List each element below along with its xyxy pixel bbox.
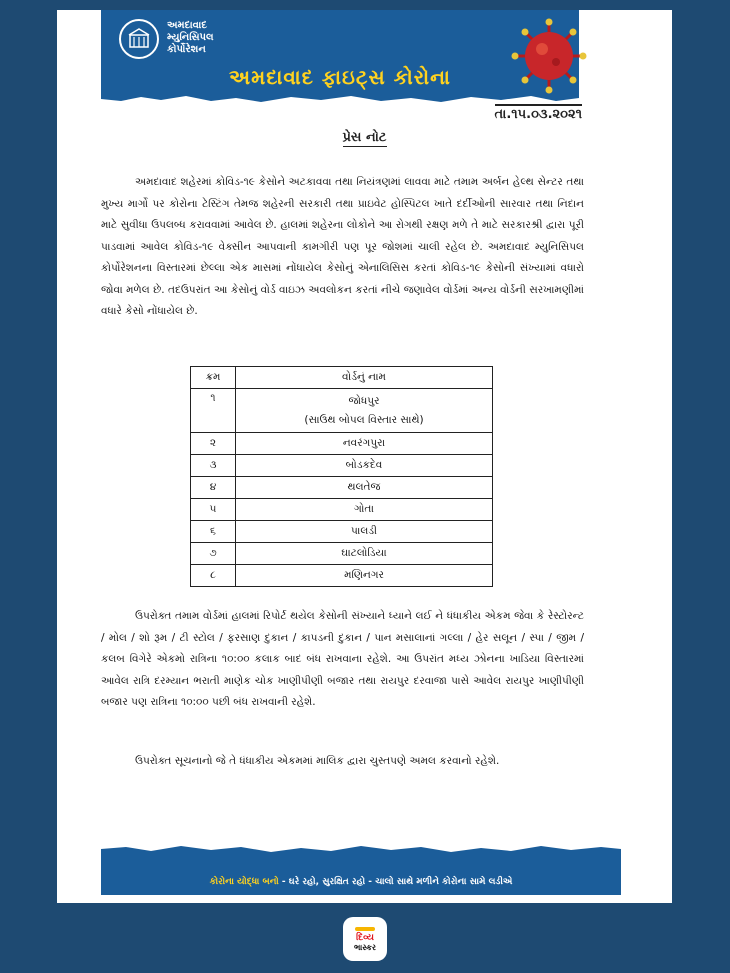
row-ward: નવરંગપુરા bbox=[236, 433, 493, 455]
press-date: તા.૧૫.૦૩.૨૦૨૧ bbox=[495, 104, 582, 122]
row-no: ૫ bbox=[191, 499, 236, 521]
header-banner bbox=[101, 10, 579, 103]
footer-rest: - ઘરે રહો, સુરક્ષિત રહો - ચાલો સાથે મળીને કોરોના સામે લડીએ bbox=[278, 877, 513, 887]
table-row bbox=[191, 543, 493, 565]
row-ward: થલતેજ bbox=[236, 477, 493, 499]
table-row bbox=[191, 389, 493, 433]
table-row bbox=[191, 565, 493, 587]
row-no: ૪ bbox=[191, 477, 236, 499]
campaign-title: અમદાવાદ ફાઇટ્સ કોરોના bbox=[229, 65, 451, 89]
press-note-heading bbox=[57, 130, 672, 145]
row-ward: ગોતા bbox=[236, 499, 493, 521]
wards-table bbox=[190, 366, 493, 587]
sun-bar-icon bbox=[355, 927, 375, 931]
org-line-3: કોર્પોરેશન bbox=[167, 44, 206, 55]
ward-name: જોધપુર bbox=[348, 394, 380, 407]
table-row bbox=[191, 499, 493, 521]
col-header-ward: વોર્ડનું નામ bbox=[236, 367, 493, 389]
footer-banner bbox=[101, 845, 621, 895]
brand-line-1: દિવ્ય bbox=[356, 932, 374, 943]
table-row bbox=[191, 521, 493, 543]
row-ward: ઘાટલોડિયા bbox=[236, 543, 493, 565]
row-no: ૬ bbox=[191, 521, 236, 543]
paragraph-restrictions: ઉપરોક્ત તમામ વોર્ડમાં હાલમાં રિપોર્ટ થયેલ કેસોની સંખ્યાને ધ્યાને લઈ ને ધંધાકીય એકમ જેવા કે રેસ્ટોરન્ટ / મોલ / શો રૂમ / ટી સ્ટોલ / ફરસાણ દુકાન / કાપડની દુકાન / પાન મસાલાનાં ગલ્લા / હેર સલૂન / સ્પા / જીમ / કલબ વિગેરે એકમો રાત્રિના ૧૦:૦૦ કલાક બાદ બંધ રાખવાના રહેશે. આ ઉપરાંત મધ્ય ઝોનના ખાડિયા વિસ્તારમાં આવેલ રાત્રિ દરમ્યાન ભરાતી માણેક ચોક ખાણીપીણી બજાર તથા રાયપુર દરવાજા પાસે આવેલ રાયપુર ખાણીપીણી બજાર પણ રાત્રિના ૧૦:૦૦ પછી બંધ રાખવાની રહેશે. bbox=[101, 610, 584, 708]
org-line-1: અમદાવાદ bbox=[167, 20, 207, 31]
table-row bbox=[191, 455, 493, 477]
row-ward: પાલડી bbox=[236, 521, 493, 543]
footer-torn-edge bbox=[101, 845, 621, 857]
row-ward: મણિનગર bbox=[236, 565, 493, 587]
row-ward bbox=[236, 389, 493, 433]
row-no: ૩ bbox=[191, 455, 236, 477]
col-header-no: ક્રમ bbox=[191, 367, 236, 389]
paragraph-compliance: ઉપરોક્ત સૂચનાનો જે તે ધંધાકીય એકમમાં માલિક દ્વારા ચુસ્તપણે અમલ કરવાનો રહેશે. bbox=[135, 755, 500, 767]
org-name bbox=[167, 20, 214, 56]
row-ward: બોડકદેવ bbox=[236, 455, 493, 477]
header-torn-edge bbox=[101, 91, 579, 103]
row-no: ૭ bbox=[191, 543, 236, 565]
paragraph-intro: અમદાવાદ શહેરમાં કોવિડ-૧૯ કેસોને અટકાવવા તથા નિયંત્રણમાં લાવવા માટે તમામ અર્બન હેલ્થ સેન્ટર તથા મુખ્ય માર્ગો પર કોરોના ટેસ્ટિંગ તેમજ શહેરની સરકારી તથા પ્રાઇવેટ હોસ્પિટલ ખાતે દર્દીઓની સારવાર તથા નિદાન માટે સુવીધા ઉપલબ્ધ કરાવવામાં આવેલ છે. હાલમાં શહેરના લોકોને આ રોગથી રક્ષણ મળે તે માટે સરકારશ્રી દ્વારા પૂરી પાડવામાં આવેલ કોવિડ-૧૯ વેક્સીન આપવાની કામગીરી પણ પૂર જોશમાં ચાલી રહેલ છે. અમદાવાદ મ્યુનિસિપલ કોર્પોરેશનના વિસ્તારમાં છેલ્લા એક માસમાં નોંધાયેલ કેસોનું એનાલિસિસ કરતાં કોવિડ-૧૯ કેસોની સંખ્યામાં વધારો જોવા મળેલ છે. તદઉપરાંત આ કેસોનું વોર્ડ વાઇઝ અવલોકન કરતાં નીચે જણાવેલ વોર્ડમાં અન્ય વોર્ડની સરખામણીમાં વધારે કેસો નોંધાયેલ છે. bbox=[101, 176, 584, 317]
org-line-2: મ્યુનિસિપલ bbox=[167, 32, 214, 43]
brand-line-2: ભાસ્કર bbox=[353, 942, 377, 952]
row-no: ૨ bbox=[191, 433, 236, 455]
table-row bbox=[191, 433, 493, 455]
row-no: ૧ bbox=[191, 389, 236, 433]
ward-note: (સાઉથ બોપલ વિસ્તાર સાથે) bbox=[304, 413, 424, 426]
row-no: ૮ bbox=[191, 565, 236, 587]
table-header-row bbox=[191, 367, 493, 389]
coronavirus-icon bbox=[509, 16, 589, 96]
press-note-label: પ્રેસ નોટ bbox=[342, 130, 387, 145]
footer-highlight: કોરોના યોદ્ધા બનો bbox=[209, 877, 279, 887]
press-note-document bbox=[57, 10, 672, 903]
divya-bhaskar-logo bbox=[343, 917, 387, 961]
footer-slogan bbox=[101, 877, 621, 887]
table-row bbox=[191, 477, 493, 499]
amc-emblem-icon bbox=[119, 19, 159, 59]
